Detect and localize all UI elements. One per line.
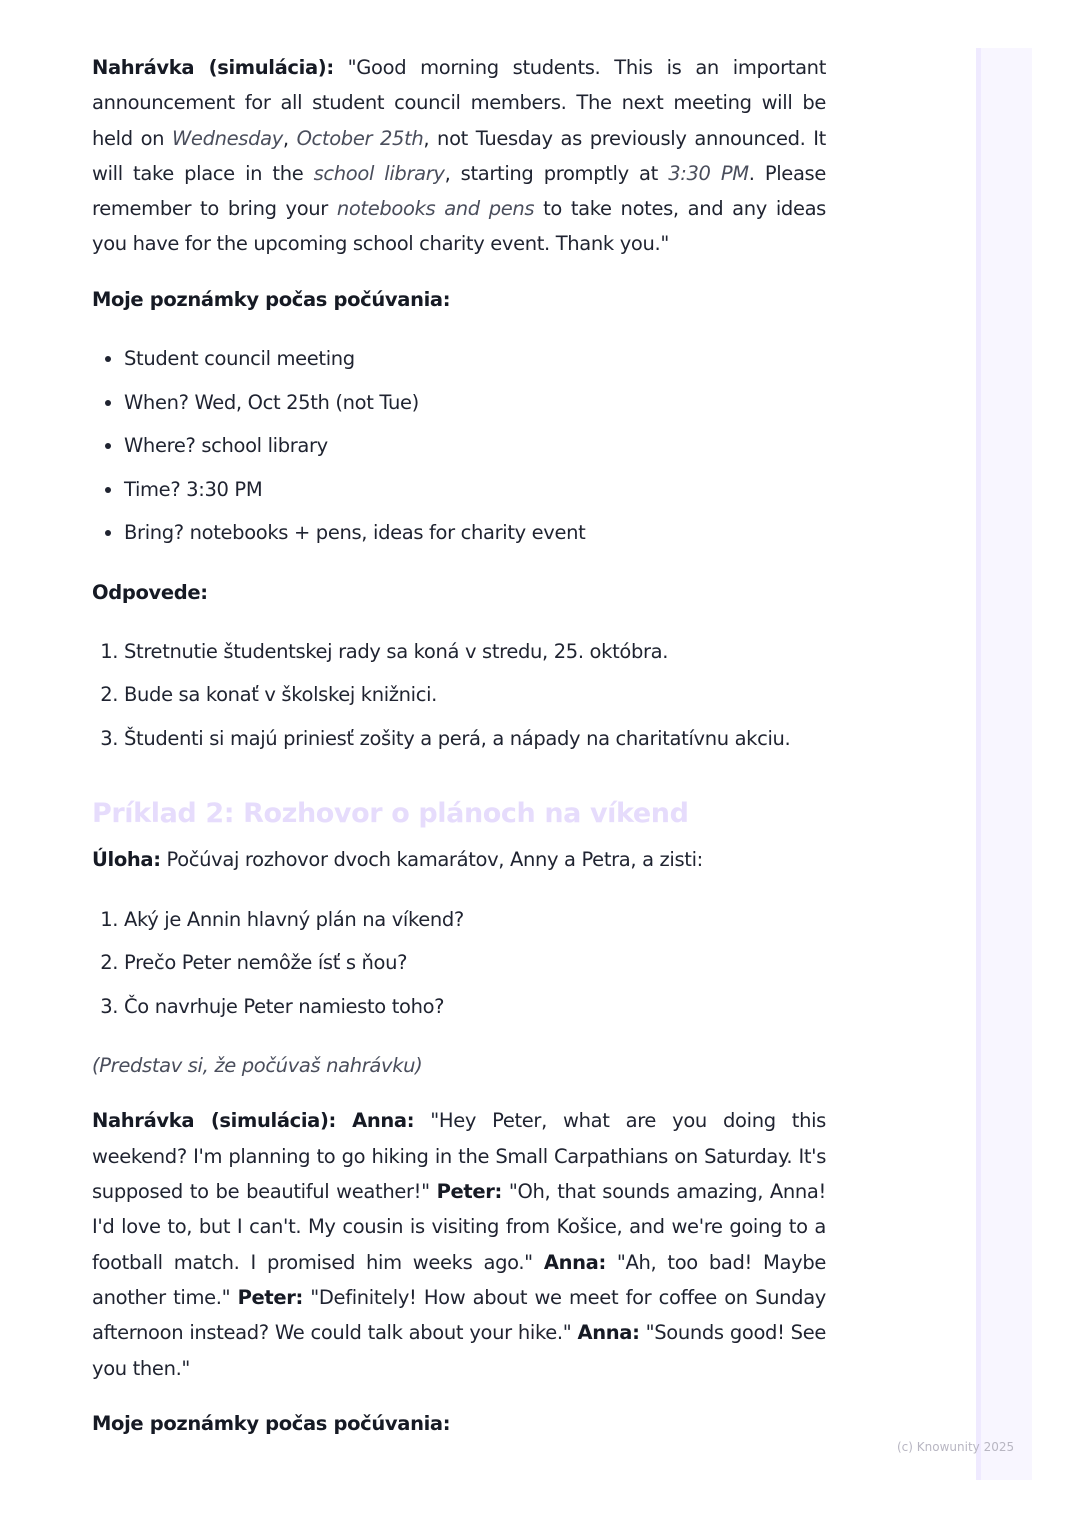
list-item: • When? Wed, Oct 25th (not Tue)	[124, 381, 826, 425]
list-item: 3. Čo navrhuje Peter namiesto toho?	[124, 985, 826, 1029]
task-paragraph: Úloha: Počúvaj rozhovor dvoch kamarátov, Anny a Petra, a zisti:	[92, 848, 703, 872]
list-item: • Time? 3:30 PM	[124, 468, 826, 512]
list-item: 1. Aký je Annin hlavný plán na víkend?	[124, 898, 826, 942]
list-item: 2. Prečo Peter nemôže ísť s ňou?	[124, 941, 826, 985]
copyright-footer: (c) Knowunity 2025	[897, 1440, 1015, 1454]
list-item: 2. Bude sa konať v školskej knižnici.	[124, 673, 826, 717]
page-sidebar	[976, 48, 1032, 1480]
recording-1: Nahrávka (simulácia): "Good morning students. This is an important announcement for all student council members. The next meeting will be held on Wednesday, October 25th, not Tuesday as previously announced. It will take place in the school library, starting promptly at 3:30 PM. Please remember to bring your notebooks and pens to take notes, and any ideas you have for the upcoming school charity event. Thank you."	[92, 56, 827, 256]
list-item: 1. Stretnutie študentskej rady sa koná v stredu, 25. októbra.	[124, 630, 826, 674]
list-item: • Student council meeting	[124, 337, 826, 381]
recording-1-label: Nahrávka (simulácia):	[92, 56, 334, 79]
recording-2: Nahrávka (simulácia): Anna: "Hey Peter, what are you doing this weekend? I'm planning to go hiking in the Small Carpathians on Saturday. It's supposed to be beautiful weather!" Peter: "Oh, that sounds amazing, Anna! I'd love to, but I can't. My cousin is visiting from Košice, and we're going to a football match. I promised him weeks ago." Anna: "Ah, too bad! Maybe another time." Peter: "Definitely! How about we meet for coffee on Sunday afternoon instead? We could talk about your hike." Anna: "Sounds good! See you then."	[92, 1109, 826, 1380]
questions-list	[92, 898, 826, 1029]
recording-2-label: Nahrávka (simulácia):	[92, 1109, 337, 1133]
section-heading: Príklad 2: Rozhovor o plánoch na víkend	[92, 798, 689, 830]
answers-list	[92, 630, 826, 761]
notes-title-1: Moje poznámky počas počúvania:	[92, 287, 451, 311]
list-item: 3. Študenti si majú priniesť zošity a perá, a nápady na charitatívnu akciu.	[124, 717, 826, 761]
notes-title-2: Moje poznámky počas počúvania:	[92, 1411, 451, 1435]
list-item: • Where? school library	[124, 424, 826, 468]
document-body	[92, 50, 826, 1441]
list-item: • Bring? notebooks + pens, ideas for charity event	[124, 511, 826, 555]
notes-list-1	[92, 337, 826, 555]
imagine-note: (Predstav si, že počúvaš nahrávku)	[92, 1054, 423, 1078]
task-label: Úloha:	[92, 848, 161, 872]
answers-title: Odpovede:	[92, 580, 208, 604]
